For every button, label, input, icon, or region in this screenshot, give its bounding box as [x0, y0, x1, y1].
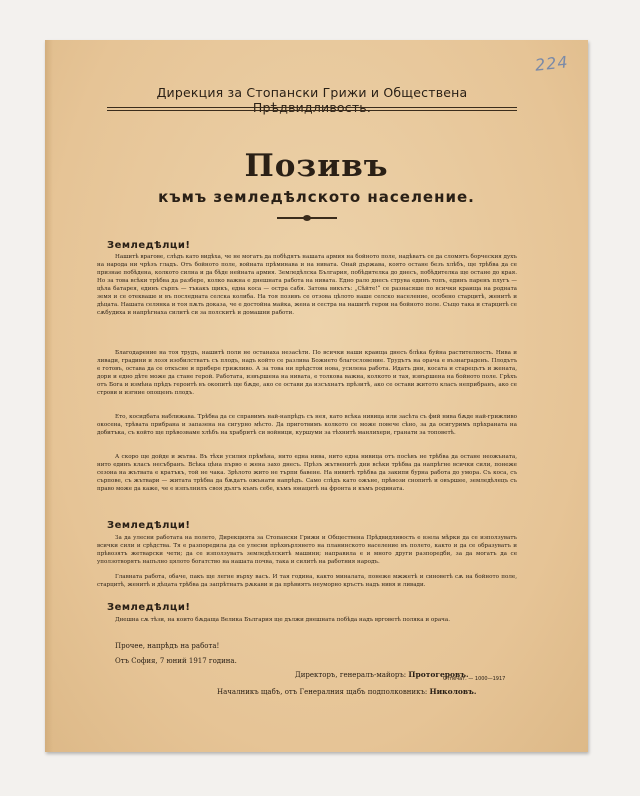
- document-sheet: [45, 40, 588, 752]
- body-paragraph: Благодарение на тоя трудъ, нашитѣ поли не останаха незасѣти. По всички наши краища днесъ блѣка буйна растителность. Нива и ливади, градини и лозя изобилстватъ съ плодъ, надъ който се разлива Божието благословение. Трудътъ на орача е възнаграденъ. Плодътъ е готовъ, остава да се откъсне и прибере грижливо. А за това ни прѣдстои нова, усилена работа. Идатъ дни, косата и старецътъ и жената, дори и едно дѣте може да стане герой. Работата, извършена на нивата, е толкова важна, колкото и тая, извършена на бойното поле. Грѣхъ отъ Бога и измѣна прѣдъ героитѣ въ окопитѣ ще бѫде, ако се остави да изсъхнатъ прѣзитѣ, ако се остави житото класъ неприбранъ, ако се строви и изгние опощенъ плодъ.: [97, 350, 517, 396]
- paper-edge-shadow: [45, 40, 53, 752]
- body-paragraph: А скоро ще дойде и жътва. Въ тѣхи усилия прѣмѣна, нито една нива, нито една нивица отъ посѣвъ не трѣбва да остане неожъната, нито единъ класъ несъбранъ. Всѣка цѣна първо е жена захо днесъ. Прѣзъ жътвенитѣ дни всѣки трѣбва да напрѣгне всички сили, понеже сезона на жътвата е кратъкъ, той не чака. Зрѣлото жито не търпи бавене. На нивитѣ трѣбва да закипи бурна работа до умора. Съ коса, съ сърпове, съ жътвари — житата трѣбва да бѫдатъ ожънати напрѣдъ. Само слѣдъ като ожъне, прѣвози снопитѣ и овършее, земледѣлецъ съ право може да каже, че е изпълнилъ своя дългъ къмъ себе, къмъ юнацитѣ на фронта и къмъ родината.: [97, 454, 517, 492]
- document-subtitle: къмъ земледѣлското население.: [158, 188, 475, 206]
- issuing-authority-header: Дирекция за Стопански Грижи и Обществена Прѣдвидливость.: [156, 85, 468, 115]
- signature-role: Началникъ щабъ, отъ Генералния щабъ подполковникъ:: [217, 688, 428, 696]
- header-rule-thin: [107, 110, 517, 111]
- body-paragraph: Днешна сѫ тѣзи, на които бѫдаща Велика България ще дължи днешната побѣда надъ врговетѣ поляка и орача.: [115, 617, 450, 623]
- header-rule: [107, 107, 517, 108]
- section-heading: Земледѣлци!: [107, 520, 191, 531]
- section-heading: Земледѣлци!: [107, 602, 191, 613]
- date-line: Отъ София, 7 юний 1917 година.: [115, 657, 237, 665]
- signature-name: Николовъ.: [429, 687, 477, 696]
- body-paragraph: Нашитѣ врагове, слѣдъ като видѣха, че не могатъ да побѣдятъ нашата армия на бойното поле, надѣватъ се да сломятъ борческия духъ на народа ни чрѣзъ гладъ. Отъ бойното поле, войната прѣминава и на нивата. Онай държава, която остане безъ хлѣбъ, ще трѣбва да се признае побѣдена, колкото силна и да бѣде нейната армия. Земледѣлска България, побѣдителка до днесъ, побѣдителка ще остане до края. Но за това всѣки трѣбва да разбере, колко важна е днешната работа на нивата. Едно рало днесъ струва единъ топъ, единъ паренъ плугъ — цѣла батарея, единъ сърпъ — тъкакъ щикъ, една коса — остра сабя. Затова викътъ: „Сѣйте!“ се разнасяше по всички краища на родната земя и се отекваше и въ последната селска колиба. На тоя позивъ се отзова цѣлото наше селско население, особено старцитѣ, женитѣ и дѣцата. Нашата селянка и тоя пѫть доказа, че е достойна майка, жена и сестра на нашитѣ герои на бойното поле. Също така и старцитѣ се сѫбудиха и напрѣгнаха силитѣ си за полскитѣ и домашни работи.: [97, 254, 517, 316]
- closing-call: Прочее, напрѣдъ на работа!: [115, 642, 220, 650]
- document-title: Позивъ: [244, 148, 389, 184]
- body-paragraph: За да улесни работата на полето, Дирекцията за Стопански Грижи и Обществена Прѣдвидливость е взела мѣрки да се използуватъ всички сили и срѣдства. Тя е разпоредила да се улесни прѣхвърлянето на планинското население въ полето, както и да се образуватъ и прѣвозятъ жетварски чети; да се използуватъ земледѣлскитѣ машини; направила е и много други разпоредби, за да могатъ да се уползотворятъ напълно цялото богатство на нашата почва, така и силитѣ на работния народъ.: [97, 535, 517, 565]
- signature-chief-of-staff: [217, 687, 476, 696]
- printer-note: Отпечат. — 1000—1917: [443, 676, 506, 682]
- title-ornament: [277, 215, 337, 221]
- signature-role: Директоръ, генералъ-майоръ:: [295, 671, 407, 679]
- signature-name: Протогеровъ.: [408, 670, 469, 679]
- section-heading: Земледѣлци!: [107, 240, 191, 251]
- body-paragraph: Ето, косидбата наближава. Трѣбва да се справимъ най-напрѣдъ съ нея, като всѣка нивица или засѣта съ фий нива бѫде най-грижливо окосена, трѣвата прибрана и запазена на сигурно мѣсто. Да приготвимъ колкото се може повече сѣно, за да осигуримъ прѣхраната на добитъка, съ който ще прѣвозваме хлѣбъ на храбритѣ си войници, куршуми за тѣхнитѣ манлихери, гранати за топоветѣ.: [97, 414, 517, 436]
- handwritten-archive-number: 224: [534, 52, 570, 75]
- body-paragraph: Главната работа, обаче, пакъ ще легне върху васъ. И тая година, както миналата, понеже мжжетѣ и синоветѣ сѫ на бойното поле, старцитѣ, женитѣ и дѣцата трѣбва да запрѣтнатъ рѫкави и да прѣвиятъ неуморно кръстъ надъ нивя и ливади.: [97, 574, 517, 588]
